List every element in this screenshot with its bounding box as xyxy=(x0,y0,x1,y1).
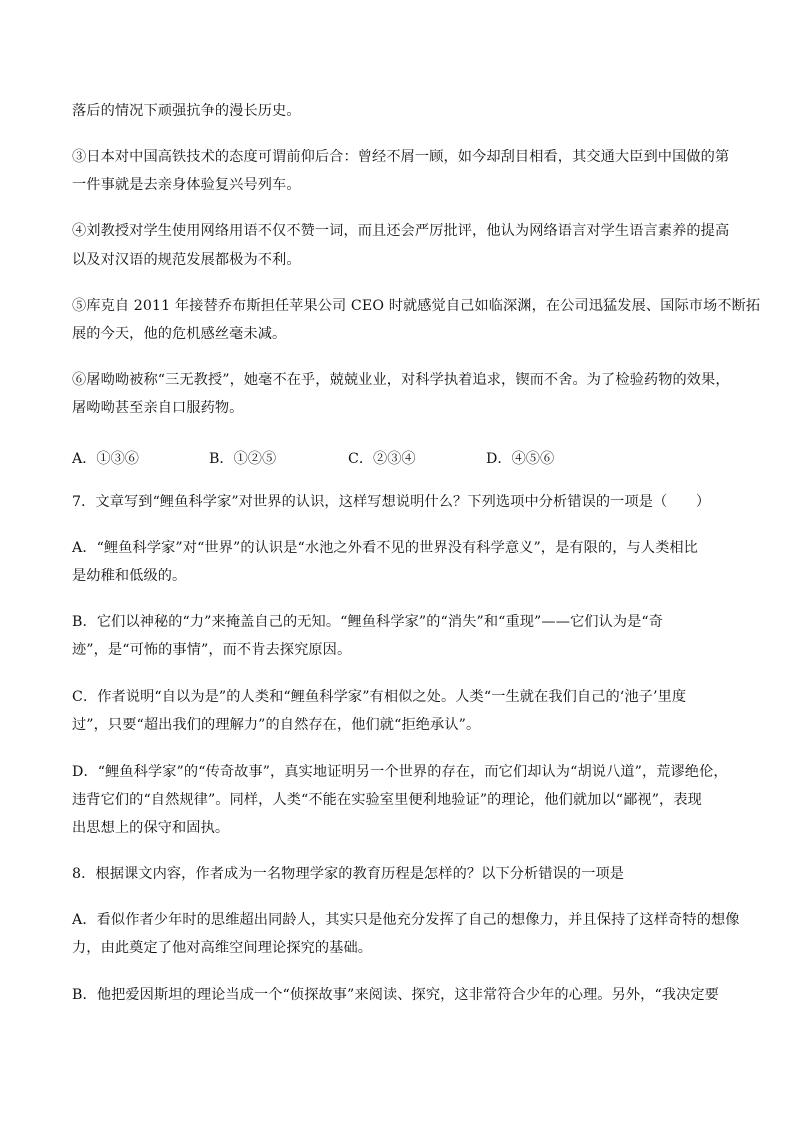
text-line: ④刘教授对学生使用网络用语不仅不赞一词，而且还会严厉批评，他认为网络语言对学生语言素养的提高 xyxy=(72,223,730,239)
text-line: B．他把爱因斯坦的理论当成一个“侦探故事”来阅读、探究，这非常符合少年的心理。另外，“我决定要 xyxy=(72,987,719,1003)
text-line: 出思想上的保守和固执。 xyxy=(72,820,230,836)
question-7: 7．文章写到“鲤鱼科学家”对世界的认识，这样写想说明什么？下列选项中分析错误的一项是（ ） xyxy=(72,494,711,510)
text-line: 迹”，是“可怖的事情”，而不肯去探究原因。 xyxy=(72,642,352,658)
choice-a: A．①③⑥ xyxy=(72,451,139,467)
choice-c: C．②③④ xyxy=(348,451,416,467)
text-line: ⑤库克自 2011 年接替乔布斯担任苹果公司 CEO 时就感觉自己如临深渊，在公司迅猛发展、国际市场不断拓 xyxy=(72,298,761,314)
text-line: ⑥屠呦呦被称“三无教授”，她毫不在乎，兢兢业业，对科学执着追求，锲而不舍。为了检验药物的效果， xyxy=(72,372,730,388)
choice-d: D．④⑤⑥ xyxy=(486,451,555,467)
text-line: C．作者说明“自以为是”的人类和“鲤鱼科学家”有相似之处。人类“一生就在我们自己的‘池子’里度 xyxy=(72,689,687,705)
text-line: B．它们以神秘的“力”来掩盖自己的无知。“鲤鱼科学家”的“消失”和“重现”——它们认为是“奇 xyxy=(72,614,664,630)
choice-b: B．①②⑤ xyxy=(209,451,277,467)
text-line: 落后的情况下顽强抗争的漫长历史。 xyxy=(72,103,301,119)
text-line: 屠呦呦甚至亲自口服药物。 xyxy=(72,400,244,416)
text-line: 一件事就是去亲身体验复兴号列车。 xyxy=(72,177,301,193)
text-line: 过”，只要“超出我们的理解力”的自然存在，他们就“拒绝承认”。 xyxy=(72,717,481,733)
text-line: 力，由此奠定了他对高维空间理论探究的基础。 xyxy=(72,940,373,956)
text-line: A．“鲤鱼科学家”对“世界”的认识是“水池之外看不见的世界没有科学意义”，是有限的，与人类相比 xyxy=(72,540,698,556)
text-line: 违背它们的“自然规律”。同样，人类“不能在实验室里便利地验证”的理论，他们就加以“鄙视”，表现 xyxy=(72,792,702,808)
text-line: D．“鲤鱼科学家”的“传奇故事”，真实地证明另一个世界的存在，而它们却认为“胡说八道”，荒谬绝伦， xyxy=(72,764,728,780)
text-line: A．看似作者少年时的思维超出同龄人，其实只是他充分发挥了自己的想像力，并且保持了这样奇特的想像 xyxy=(72,912,740,928)
text-line: 是幼稚和低级的。 xyxy=(72,568,187,584)
text-line: 以及对汉语的规范发展都极为不利。 xyxy=(72,252,301,268)
text-line: ③日本对中国高铁技术的态度可谓前仰后合：曾经不屑一顾，如今却刮目相看，其交通大臣到中国做的第 xyxy=(72,149,730,165)
text-line: 展的今天，他的危机感丝毫未减。 xyxy=(72,326,287,342)
question-8: 8．根据课文内容，作者成为一名物理学家的教育历程是怎样的？以下分析错误的一项是 xyxy=(72,866,625,882)
